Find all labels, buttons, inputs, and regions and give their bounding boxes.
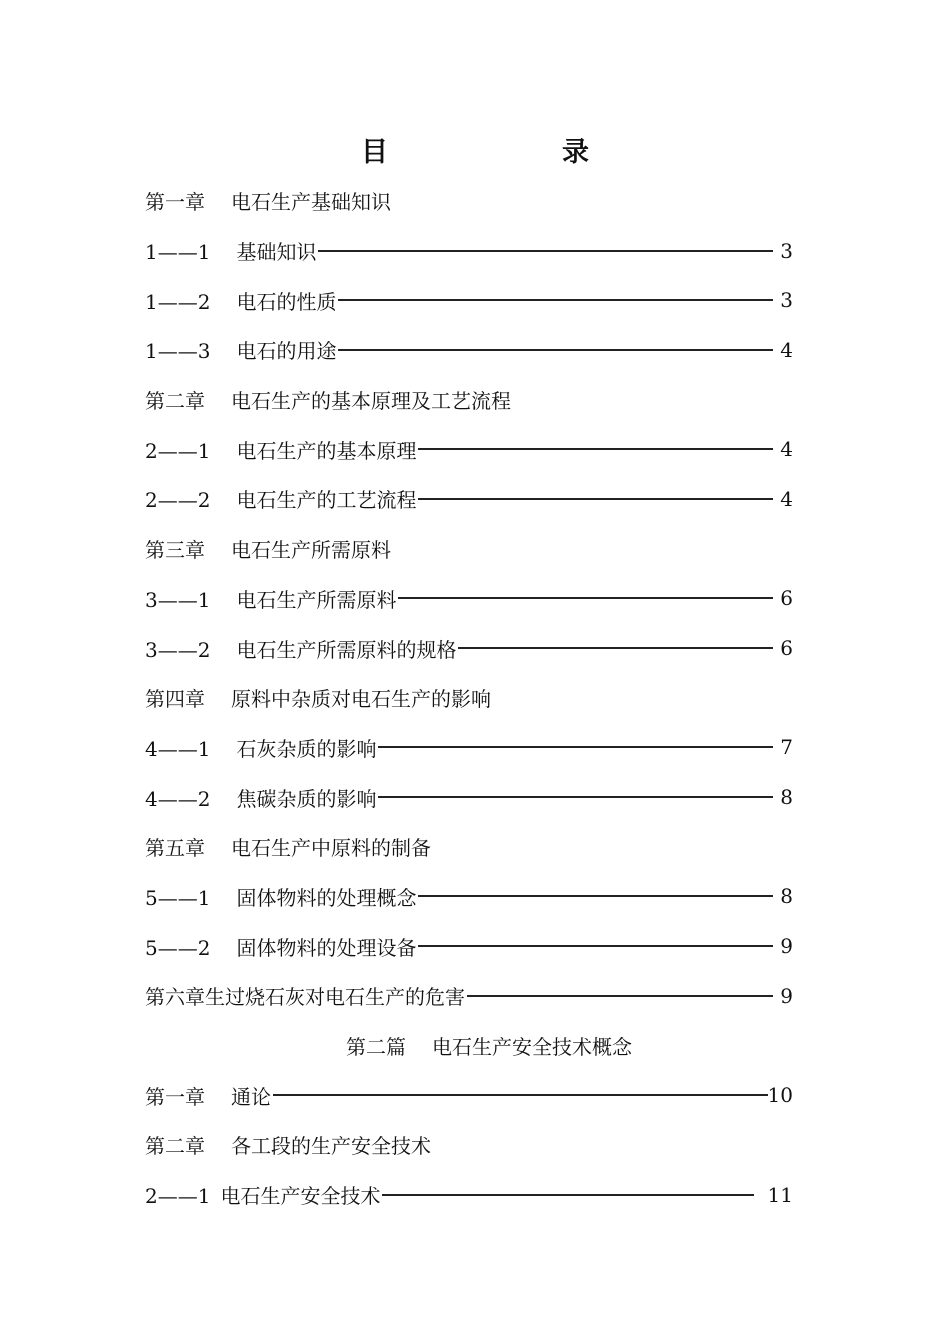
toc-number: 第五章: [145, 836, 205, 861]
toc-number: 1——2: [145, 289, 211, 314]
toc-page-number: 10: [767, 1083, 793, 1108]
toc-part2-chapter-1: [145, 1070, 793, 1120]
toc-page-number: 7: [780, 735, 793, 760]
leader-line: [467, 995, 773, 997]
toc-page-number: 4: [780, 486, 793, 511]
toc-part2-chapter-2: [145, 1120, 793, 1170]
toc-section-4-1: [145, 723, 793, 773]
toc-number: 第一章: [145, 1084, 205, 1109]
toc-section-1-1: [145, 226, 793, 276]
leader-line: [318, 250, 773, 252]
toc-title: 电石生产基础知识: [231, 190, 391, 215]
toc-part-2: [145, 1021, 793, 1071]
toc-page-number: 9: [780, 983, 793, 1008]
toc-number: 4——2: [145, 786, 211, 811]
toc-part-title: 电石生产安全技术概念: [432, 1035, 632, 1060]
page-title: 目 录: [361, 137, 629, 168]
toc-number: 1——1: [145, 240, 211, 265]
toc-title: 电石生产所需原料: [236, 587, 397, 612]
toc-page-number: 3: [780, 238, 793, 263]
toc-number: 第四章: [145, 687, 205, 712]
toc-title: 焦碳杂质的影响: [236, 786, 377, 811]
leader-line: [398, 597, 773, 599]
toc-section-3-2: [145, 623, 793, 673]
toc-title: 通论: [231, 1084, 271, 1109]
toc-number: 2——1: [145, 438, 211, 463]
toc-section-5-1: [145, 872, 793, 922]
toc-part-number: 第二篇: [346, 1035, 406, 1060]
toc-title: 固体物料的处理概念: [236, 885, 417, 910]
leader-line: [378, 746, 773, 748]
toc-section-5-2: [145, 921, 793, 971]
toc-page-number: 6: [780, 586, 793, 611]
toc-chapter-5: [145, 822, 793, 872]
toc-number: 5——1: [145, 885, 211, 910]
toc-number: 第一章: [145, 190, 205, 215]
toc-number: 第二章: [145, 1134, 205, 1159]
toc-title: 电石的性质: [236, 289, 337, 314]
toc-number: 4——1: [145, 736, 211, 761]
table-of-contents: [145, 176, 793, 1219]
leader-line: [418, 498, 773, 500]
toc-number: 第三章: [145, 538, 205, 563]
toc-page-number: 9: [780, 934, 793, 959]
toc-title: 电石生产所需原料的规格: [236, 637, 457, 662]
toc-number: 1——3: [145, 339, 211, 364]
toc-section-1-2: [145, 275, 793, 325]
toc-page-number: 8: [780, 884, 793, 909]
toc-number: 2——2: [145, 488, 211, 513]
toc-title: 基础知识: [236, 240, 317, 265]
toc-title: 第六章生过烧石灰对电石生产的危害: [145, 985, 465, 1010]
toc-chapter-3: [145, 524, 793, 574]
leader-line: [418, 448, 773, 450]
toc-title: 固体物料的处理设备: [236, 935, 417, 960]
toc-section-2-2: [145, 474, 793, 524]
leader-line: [338, 349, 773, 351]
toc-page-number: 11: [767, 1182, 793, 1207]
toc-number: 第二章: [145, 389, 205, 414]
toc-section-3-1: [145, 574, 793, 624]
toc-title: 电石生产的基本原理: [236, 438, 417, 463]
toc-title: 电石生产中原料的制备: [231, 836, 431, 861]
leader-line: [378, 796, 773, 798]
toc-title: 电石生产的工艺流程: [236, 488, 417, 513]
toc-page-number: 3: [780, 288, 793, 313]
toc-title: 石灰杂质的影响: [236, 736, 377, 761]
toc-section-1-3: [145, 325, 793, 375]
toc-chapter-6: [145, 971, 793, 1021]
toc-number: 3——1: [145, 587, 211, 612]
toc-section-4-2: [145, 772, 793, 822]
leader-line: [418, 895, 773, 897]
toc-page-number: 4: [780, 337, 793, 362]
toc-number: 5——2: [145, 935, 211, 960]
toc-title: 电石的用途: [236, 339, 337, 364]
toc-part2-section-2-1: [145, 1170, 793, 1220]
leader-line: [338, 299, 773, 301]
toc-title: 电石生产所需原料: [231, 538, 391, 563]
leader-line: [458, 647, 773, 649]
toc-page-number: 6: [780, 636, 793, 661]
toc-number: 2——1: [145, 1184, 211, 1209]
toc-chapter-1: [145, 176, 793, 226]
leader-line: [418, 945, 773, 947]
toc-page-number: 8: [780, 785, 793, 810]
toc-chapter-4: [145, 673, 793, 723]
toc-number: 3——2: [145, 637, 211, 662]
toc-title: 各工段的生产安全技术: [231, 1134, 431, 1159]
toc-chapter-2: [145, 375, 793, 425]
leader-line: [382, 1194, 753, 1196]
leader-line: [273, 1094, 768, 1096]
toc-page-number: 4: [780, 437, 793, 462]
toc-title: 电石生产的基本原理及工艺流程: [231, 389, 511, 414]
toc-title: 电石生产安全技术: [220, 1184, 381, 1209]
toc-title: 原料中杂质对电石生产的影响: [231, 687, 491, 712]
toc-section-2-1: [145, 424, 793, 474]
